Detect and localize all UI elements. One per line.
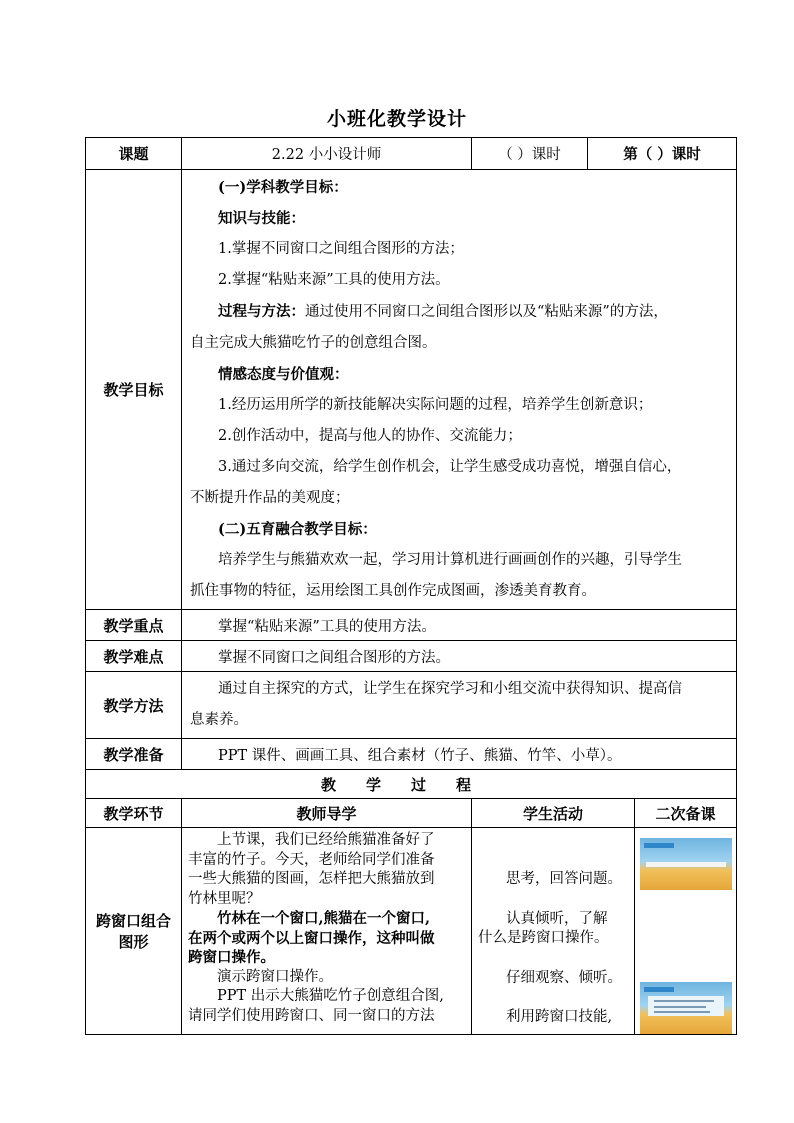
- goal-knowledge-1: 1.掌握不同窗口之间组合图形的方法；: [218, 241, 464, 257]
- goals-row: [86, 170, 737, 610]
- teacher-para-4: PPT 出示大熊猫吃竹子创意组合图, 请同学们使用跨窗口、同一窗口的方法: [188, 988, 444, 1024]
- slide-thumbnail-1: [640, 838, 732, 890]
- student-activity-3: 仔细观察、倾听。: [506, 969, 622, 986]
- goal-emotion-3-cont: 不断提升作品的美观度；: [190, 490, 350, 506]
- col-header-student: 学生活动: [472, 799, 635, 828]
- goal-process-cont: 自主完成大熊猫吃竹子的创意组合图。: [190, 335, 437, 351]
- method-label: 教学方法: [86, 672, 182, 739]
- process-title-row: [86, 770, 737, 799]
- goal-emotion-3: 3.通过多向交流，给学生创作机会，让学生感受成功喜悦，增强自信心，: [218, 459, 682, 475]
- goal-emotion-heading: 情感态度与价值观：: [218, 366, 349, 383]
- topic-value: 2.22 小小设计师: [182, 138, 472, 170]
- col-header-teacher: 教师导学: [182, 799, 472, 828]
- second-prep-cell: [635, 828, 737, 1035]
- hours-field: （ ）课时: [472, 138, 588, 170]
- process-row-cross-window: [86, 828, 737, 1035]
- lesson-number-field: 第（ ）课时: [588, 138, 737, 170]
- student-activity-2-line1: 认真倾听，了解: [506, 910, 608, 927]
- slide-thumbnail-2: [640, 982, 732, 1034]
- process-title: 教学过程: [86, 770, 737, 799]
- col-header-notes: 二次备课: [635, 799, 737, 828]
- stage-cell: [86, 828, 182, 1035]
- student-activity-1: 思考，回答问题。: [506, 871, 622, 887]
- prep-label: 教学准备: [86, 739, 182, 770]
- teacher-para-1: 上节课，我们已经给熊猫准备好了 丰富的竹子。今天，老师给同学们准备 一些大熊猫的图画，怎样把大熊猫放到 竹林里呢？: [188, 832, 435, 907]
- difficulty-text: 掌握不同窗口之间组合图形的方法。: [218, 649, 450, 666]
- method-text-line2: 息素养。: [190, 712, 248, 728]
- student-activity-4: 利用跨窗口技能,: [506, 1009, 613, 1025]
- goal-knowledge-heading: 知识与技能：: [218, 210, 305, 227]
- key-point-text: 掌握“粘贴来源”工具的使用方法。: [218, 618, 436, 635]
- key-point-label: 教学重点: [86, 610, 182, 641]
- method-text-line1: 通过自主探究的方式，让学生在探究学习和小组交流中获得知识、提高信: [218, 681, 682, 697]
- method-row: [86, 672, 737, 739]
- goals-content: [182, 170, 737, 610]
- goals-label: 教学目标: [86, 170, 182, 610]
- stage-name-line2: 图形: [118, 933, 149, 951]
- teacher-guide-cell: [182, 828, 472, 1035]
- teacher-para-3: 演示跨窗口操作。: [217, 968, 333, 985]
- goal-heading-subject: (一)学科教学目标：: [218, 179, 348, 196]
- col-header-stage: 教学环节: [86, 799, 182, 828]
- difficulty-label: 教学难点: [86, 641, 182, 672]
- topic-label: 课题: [86, 138, 182, 170]
- student-activity-cell: [472, 828, 635, 1035]
- prep-text: PPT 课件、画画工具、组合素材（竹子、熊猫、竹竿、小草）。: [218, 747, 622, 764]
- goal-process-text: 通过使用不同窗口之间组合图形以及“粘贴来源”的方法，: [305, 304, 668, 320]
- difficulty-row: [86, 641, 737, 672]
- lesson-plan-table: [85, 137, 737, 1035]
- document-title: 小班化教学设计: [326, 108, 467, 130]
- goal-heading-fusion: (二)五育融合教学目标：: [218, 521, 377, 538]
- goal-process-heading: 过程与方法：: [218, 303, 305, 320]
- topic-row: [86, 138, 737, 170]
- goal-knowledge-2: 2.掌握“粘贴来源”工具的使用方法。: [218, 272, 450, 288]
- process-header-row: [86, 799, 737, 828]
- prep-row: [86, 739, 737, 770]
- stage-name-line1: 跨窗口组合: [95, 912, 171, 930]
- goal-fusion-text: 培养学生与熊猫欢欢一起，学习用计算机进行画画创作的兴趣，引导学生: [218, 552, 682, 568]
- goal-process: [190, 296, 730, 328]
- goal-fusion-cont: 抓住事物的特征，运用绘图工具创作完成图画，渗透美育教育。: [190, 583, 596, 599]
- student-activity-2-line2: 什么是跨窗口操作。: [478, 930, 609, 946]
- teacher-para-2: 竹林在一个窗口,熊猫在一个窗口, 在两个或两个以上窗口操作，这种叫做 跨窗口操作。: [188, 910, 435, 966]
- goal-emotion-1: 1.经历运用所学的新技能解决实际问题的过程，培养学生创新意识；: [218, 397, 653, 413]
- key-point-row: [86, 610, 737, 641]
- goal-emotion-2: 2.创作活动中，提高与他人的协作、交流能力；: [218, 428, 522, 444]
